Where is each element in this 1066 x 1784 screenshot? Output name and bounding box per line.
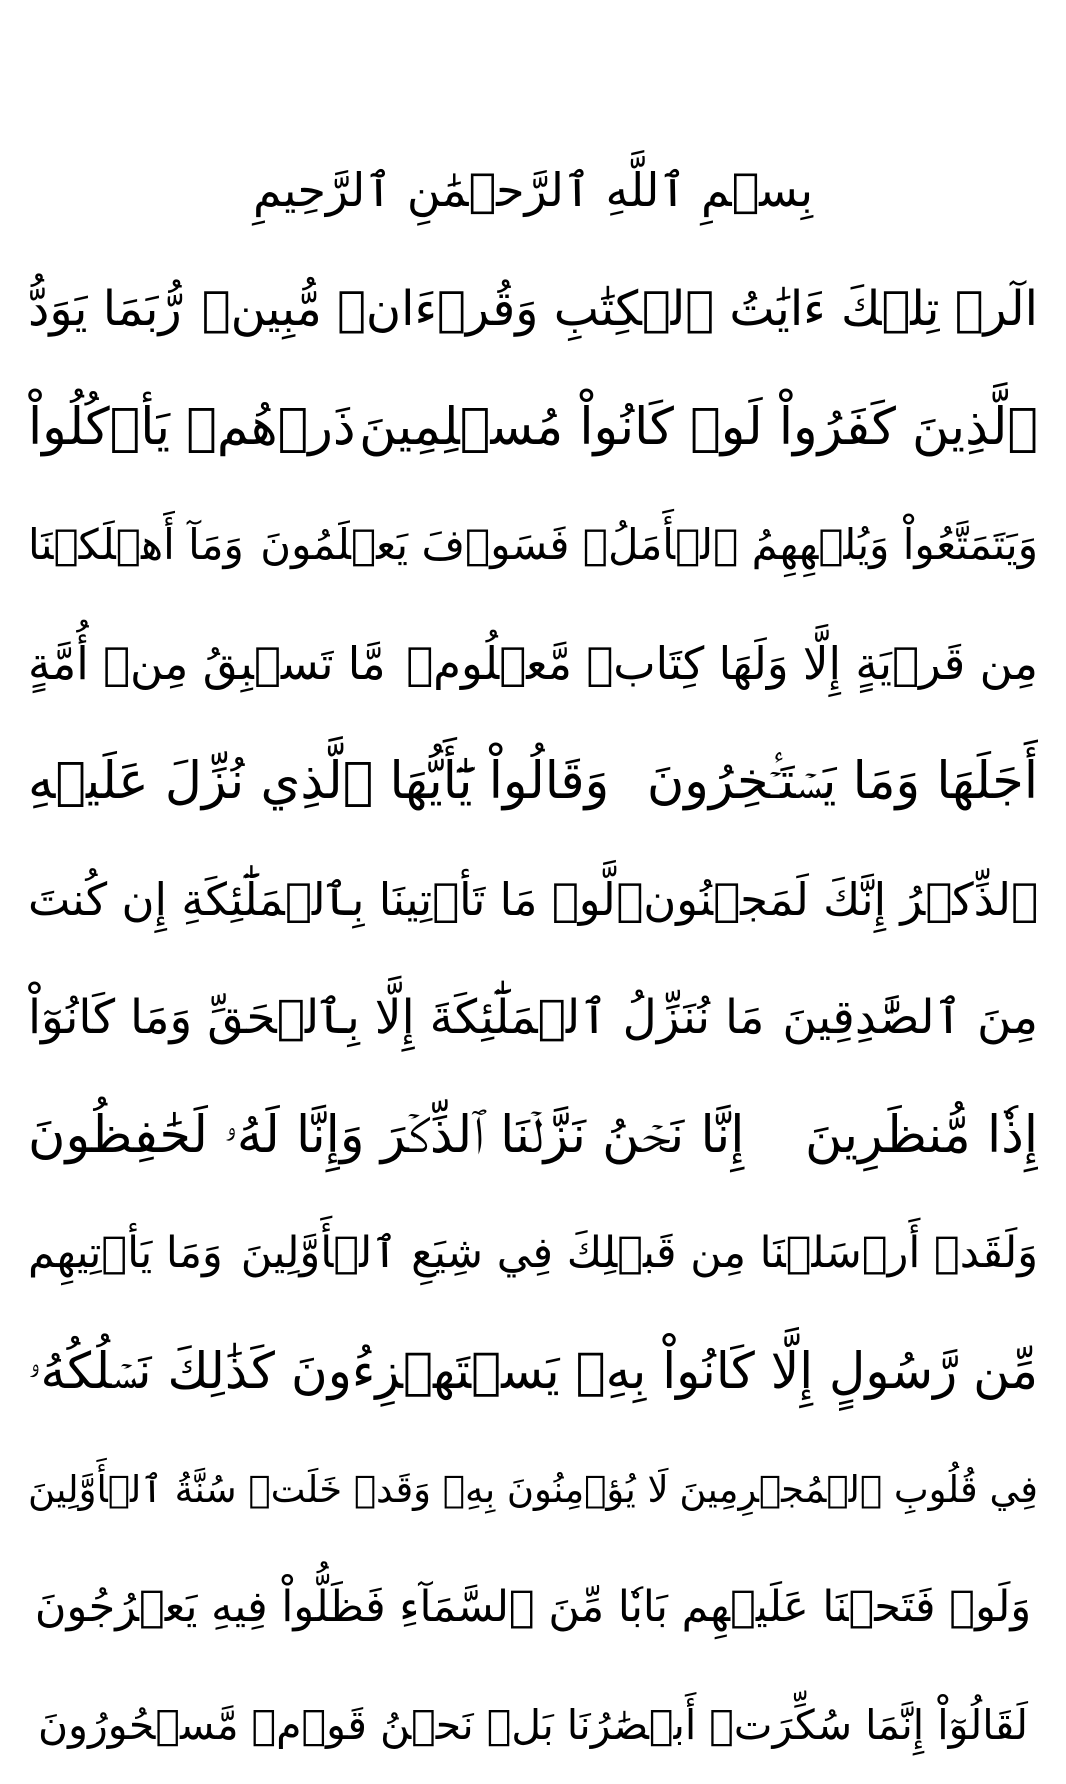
verse-line: [28, 250, 1038, 368]
verse-line: [28, 486, 1038, 604]
verse-line: [28, 1666, 1038, 1784]
verse-segment: كَذَٰلِكَ نَسۡلُكُهُۥ: [28, 1342, 275, 1400]
verse-segment: إِنَّا نَحۡنُ نَزَّلۡنَا ٱلذِّكۡرَ وَإِنَّا لَهُۥ لَحَٰفِظُونَ: [28, 1105, 745, 1165]
verse-line: [28, 840, 1038, 958]
verse-line: [28, 1076, 1038, 1194]
verse-line: [28, 1194, 1038, 1312]
verse-segment: ذَرۡهُمۡ يَأۡكُلُواْ: [28, 397, 356, 457]
verse-segment: وَلَقَدۡ أَرۡسَلۡنَا مِن قَبۡلِكَ فِي شِيَعِ ٱلۡأَوَّلِينَ: [240, 1227, 1038, 1278]
verse-segment: الٓرۚ تِلۡكَ ءَايَٰتُ ٱلۡكِتَٰبِ وَقُرۡءَانٖ مُّبِينٖ: [201, 281, 1038, 337]
verse-segment: مِنَ ٱلصَّٰدِقِينَ: [782, 989, 1038, 1045]
verse-line: [28, 958, 1038, 1076]
verse-segment: لَا يُؤۡمِنُونَ بِهِۦ وَقَدۡ خَلَتۡ سُنَّةُ ٱلۡأَوَّلِينَ: [28, 1467, 669, 1511]
verse-line: [28, 604, 1038, 722]
verse-segment: لَقَالُوٓاْ إِنَّمَا سُكِّرَتۡ أَبۡصَٰرُنَا بَلۡ نَحۡنُ قَوۡمٞ مَّسۡحُورُونَ: [38, 1700, 1028, 1749]
verse-line: [28, 722, 1038, 840]
verse-segment: وَمَآ أَهۡلَكۡنَا: [28, 520, 244, 569]
verse-segment: مَا نُنَزِّلُ ٱلۡمَلَٰٓئِكَةَ إِلَّا بِٱلۡحَقِّ وَمَا كَانُوٓاْ: [28, 989, 765, 1045]
verse-segment: وَمَا يَأۡتِيهِم: [28, 1227, 223, 1278]
verse-line: [28, 1548, 1038, 1666]
verse-segment: ٱلذِّكۡرُ إِنَّكَ لَمَجۡنُونٞ: [616, 872, 1038, 926]
verse-segment: وَيَتَمَتَّعُواْ وَيُلۡهِهِمُ ٱلۡأَمَلُۖ فَسَوۡفَ يَعۡلَمُونَ: [260, 520, 1038, 569]
verse-segment: مَّا تَسۡبِقُ مِنۡ أُمَّةٍ: [28, 636, 386, 690]
verse-segment: مِّن رَّسُولٍ إِلَّا كَانُواْ بِهِۦ يَسۡتَهۡزِءُونَ: [291, 1342, 1038, 1400]
verse-segment: لَّوۡ مَا تَأۡتِينَا بِٱلۡمَلَٰٓئِكَةِ إِن كُنتَ: [28, 872, 616, 926]
basmala-header: بِسۡمِ ٱللَّهِ ٱلرَّحۡمَٰنِ ٱلرَّحِيمِ: [252, 163, 814, 217]
verse-line: [28, 1430, 1038, 1548]
verse-segment: وَلَوۡ فَتَحۡنَا عَلَيۡهِم بَابٗا مِّنَ ٱلسَّمَآءِ فَظَلُّواْ فِيهِ يَعۡرُجُونَ: [34, 1581, 1032, 1632]
verse-segment: وَقَالُواْ يَٰٓأَيُّهَا ٱلَّذِي نُزِّلَ عَلَيۡهِ: [28, 751, 610, 811]
verse-segment: رُّبَمَا يَوَدُّ: [28, 281, 182, 337]
verse-segment: فِي قُلُوبِ ٱلۡمُجۡرِمِينَ: [679, 1467, 1038, 1511]
verse-line: [28, 1312, 1038, 1430]
verse-line: [28, 368, 1038, 486]
verse-segment: ٱلَّذِينَ كَفَرُواْ لَوۡ كَانُواْ مُسۡلِمِينَ: [359, 397, 1038, 457]
verse-segment: أَجَلَهَا وَمَا يَسۡتَـٔۡخِرُونَ: [646, 751, 1038, 811]
verse-lines: [28, 250, 1038, 1784]
verse-segment: مِن قَرۡيَةٍ إِلَّا وَلَهَا كِتَابٞ مَّعۡلُومٞ: [406, 636, 1038, 690]
verse-segment: إِذٗا مُّنظَرِينَ: [805, 1105, 1038, 1165]
